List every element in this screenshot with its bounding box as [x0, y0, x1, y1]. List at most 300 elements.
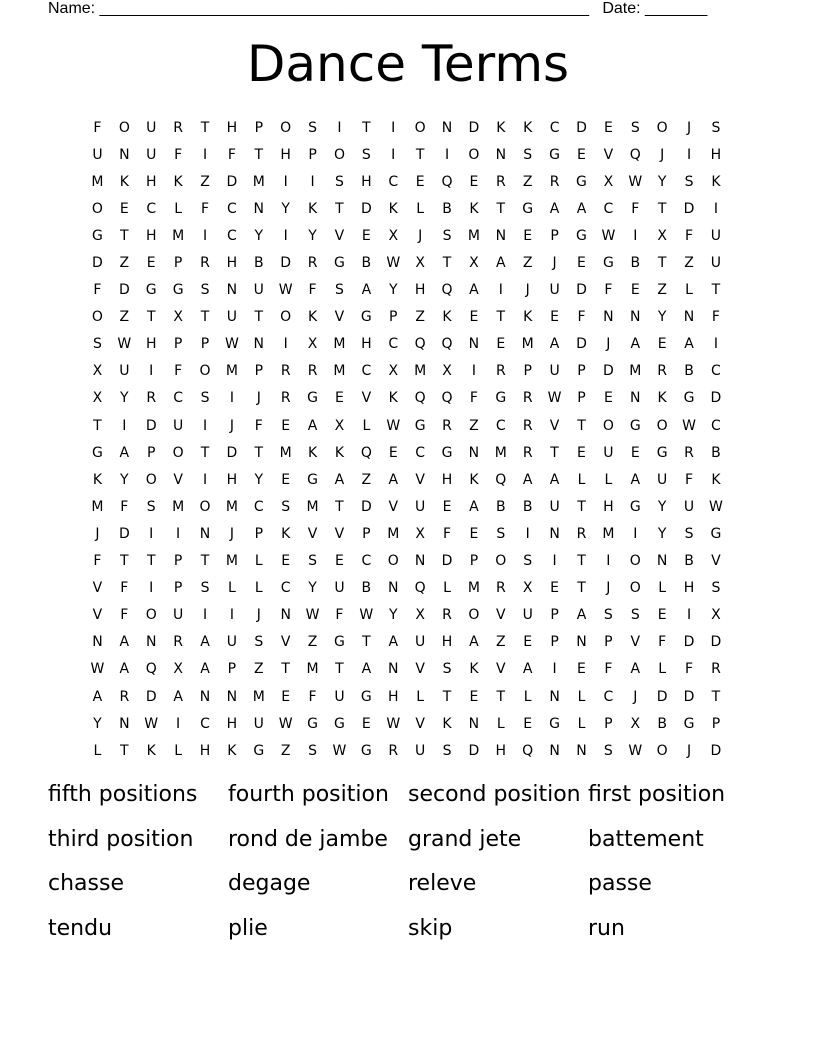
grid-letter: Q: [629, 146, 641, 163]
grid-letter: T: [577, 417, 586, 434]
grid-letter: X: [415, 607, 425, 624]
grid-letter: F: [254, 417, 263, 434]
grid-letter: E: [469, 173, 479, 190]
grid-letter: B: [361, 255, 372, 272]
grid-letter: E: [603, 390, 613, 407]
grid-row: [84, 548, 729, 575]
word-bank-item: second position: [408, 782, 581, 807]
grid-letter: H: [145, 336, 157, 353]
grid-letter: E: [657, 607, 667, 624]
grid-letter: A: [361, 282, 372, 299]
grid-letter: P: [604, 634, 613, 651]
grid-letter: N: [468, 444, 480, 461]
grid-letter: T: [120, 742, 129, 759]
grid-letter: A: [522, 661, 533, 678]
grid-letter: R: [146, 390, 157, 407]
grid-letter: K: [119, 173, 129, 190]
grid-letter: D: [118, 282, 130, 299]
grid-letter: S: [281, 498, 291, 515]
grid-letter: I: [310, 173, 315, 190]
grid-letter: P: [227, 661, 237, 678]
grid-letter: I: [686, 607, 692, 624]
grid-letter: I: [713, 336, 718, 353]
grid-letter: A: [388, 471, 399, 488]
grid-letter: D: [441, 553, 453, 570]
grid-letter: L: [577, 715, 586, 732]
grid-letter: P: [254, 525, 264, 542]
grid-letter: H: [226, 471, 238, 488]
grid-row: [84, 466, 729, 493]
grid-letter: P: [362, 525, 371, 542]
grid-letter: G: [92, 227, 103, 244]
grid-letter: T: [550, 444, 559, 461]
grid-row: [84, 168, 729, 195]
grid-letter: P: [469, 553, 479, 570]
grid-letter: Q: [522, 742, 534, 759]
grid-letter: U: [549, 498, 560, 515]
grid-letter: G: [576, 227, 587, 244]
grid-letter: O: [199, 363, 211, 380]
grid-letter: O: [468, 607, 480, 624]
grid-letter: A: [469, 498, 479, 515]
grid-letter: P: [254, 119, 264, 136]
grid-letter: H: [414, 282, 426, 299]
grid-letter: E: [335, 553, 344, 570]
grid-letter: C: [227, 227, 237, 244]
grid-letter: F: [658, 634, 667, 651]
grid-letter: F: [93, 553, 102, 570]
grid-letter: N: [145, 634, 157, 651]
grid-letter: O: [468, 146, 480, 163]
grid-letter: O: [280, 309, 292, 326]
grid-letter: M: [602, 525, 615, 542]
grid-letter: N: [253, 336, 265, 353]
grid-letter: K: [442, 715, 452, 732]
grid-letter: J: [229, 417, 234, 434]
grid-letter: W: [332, 742, 347, 759]
grid-letter: K: [469, 471, 479, 488]
grid-letter: Z: [200, 173, 210, 190]
grid-letter: D: [576, 282, 587, 299]
grid-row: [84, 358, 729, 385]
grid-letter: G: [656, 444, 668, 461]
grid-letter: S: [630, 119, 640, 136]
grid-letter: A: [200, 634, 210, 651]
grid-letter: G: [414, 417, 426, 434]
grid-letter: F: [120, 580, 129, 597]
grid-letter: L: [496, 715, 505, 732]
grid-letter: T: [335, 661, 344, 678]
grid-letter: P: [147, 444, 156, 461]
grid-letter: T: [362, 119, 371, 136]
grid-letter: K: [334, 444, 345, 461]
grid-letter: O: [656, 742, 668, 759]
grid-letter: O: [414, 119, 426, 136]
grid-letter: Z: [469, 417, 479, 434]
grid-letter: Z: [415, 309, 425, 326]
grid-row: [84, 222, 729, 249]
grid-letter: K: [469, 200, 479, 217]
grid-letter: U: [603, 444, 614, 461]
grid-letter: E: [119, 200, 129, 217]
grid-letter: T: [200, 309, 210, 326]
word-bank-item: fifth positions: [48, 782, 198, 807]
grid-letter: O: [280, 119, 292, 136]
grid-letter: I: [202, 607, 208, 624]
grid-letter: S: [200, 282, 210, 299]
grid-letter: H: [710, 146, 722, 163]
grid-letter: T: [200, 119, 210, 136]
grid-letter: O: [91, 200, 103, 217]
grid-letter: P: [604, 715, 613, 732]
grid-letter: P: [254, 363, 264, 380]
grid-letter: Y: [281, 200, 290, 217]
grid-row: [84, 575, 729, 602]
grid-letter: J: [660, 146, 665, 163]
grid-letter: I: [606, 553, 611, 570]
grid-letter: B: [684, 553, 694, 570]
grid-letter: A: [684, 336, 694, 353]
grid-letter: F: [685, 471, 694, 488]
grid-letter: I: [471, 363, 476, 380]
grid-letter: S: [442, 661, 452, 678]
grid-letter: E: [496, 336, 506, 353]
grid-letter: I: [391, 119, 396, 136]
grid-letter: O: [629, 580, 641, 597]
grid-letter: E: [523, 227, 533, 244]
grid-letter: N: [199, 525, 211, 542]
grid-letter: I: [552, 661, 557, 678]
grid-letter: I: [283, 173, 288, 190]
grid-letter: N: [92, 634, 103, 651]
grid-letter: I: [713, 200, 718, 217]
grid-letter: X: [469, 255, 479, 272]
page-title: Dance Terms: [246, 35, 570, 93]
grid-letter: I: [633, 227, 638, 244]
grid-letter: G: [441, 444, 453, 461]
grid-letter: Z: [684, 255, 694, 272]
grid-letter: I: [202, 146, 208, 163]
grid-letter: W: [601, 227, 616, 244]
grid-letter: M: [225, 498, 238, 515]
word-bank-item: rond de jambe: [228, 826, 388, 852]
grid-letter: S: [335, 282, 344, 299]
grid-letter: V: [603, 146, 614, 163]
grid-letter: V: [92, 607, 103, 624]
grid-letter: E: [657, 336, 667, 353]
grid-letter: T: [577, 580, 586, 597]
grid-letter: R: [280, 363, 291, 380]
grid-letter: T: [362, 634, 371, 651]
grid-letter: O: [199, 498, 211, 515]
grid-letter: V: [307, 525, 318, 542]
grid-letter: Z: [361, 471, 372, 488]
grid-letter: R: [307, 255, 318, 272]
grid-letter: Q: [441, 336, 453, 353]
grid-letter: R: [684, 444, 694, 461]
grid-letter: Q: [414, 390, 426, 407]
grid-letter: U: [334, 688, 345, 705]
grid-letter: D: [118, 525, 130, 542]
grid-letter: N: [280, 607, 291, 624]
grid-letter: J: [606, 336, 611, 353]
grid-letter: Y: [657, 498, 667, 515]
grid-letter: S: [442, 742, 452, 759]
grid-letter: K: [388, 390, 398, 407]
grid-letter: G: [145, 282, 157, 299]
grid-letter: N: [549, 688, 560, 705]
grid-letter: T: [496, 688, 506, 705]
grid-letter: S: [200, 390, 210, 407]
grid-letter: K: [496, 119, 506, 136]
grid-letter: T: [577, 553, 586, 570]
name-date-line: Name: _______________________________________________________ Date: _______: [48, 0, 708, 17]
grid-letter: S: [254, 634, 264, 651]
grid-letter: Q: [441, 282, 453, 299]
grid-letter: N: [630, 390, 641, 407]
word-bank-item: passe: [588, 871, 652, 897]
grid-letter: D: [710, 390, 722, 407]
grid-letter: X: [388, 363, 399, 380]
grid-letter: W: [709, 498, 723, 515]
word-search-grid: [84, 114, 729, 764]
grid-letter: L: [174, 742, 183, 759]
grid-letter: L: [227, 580, 236, 597]
grid-letter: Z: [280, 742, 291, 759]
grid-letter: T: [146, 553, 156, 570]
grid-letter: G: [360, 742, 372, 759]
grid-letter: I: [391, 146, 396, 163]
grid-letter: F: [335, 607, 344, 624]
grid-letter: U: [710, 227, 722, 244]
grid-letter: E: [361, 715, 371, 732]
grid-letter: V: [415, 471, 425, 488]
grid-letter: L: [254, 553, 263, 570]
grid-letter: V: [173, 471, 183, 488]
grid-letter: U: [710, 255, 722, 272]
grid-letter: P: [173, 580, 183, 597]
grid-letter: V: [415, 661, 425, 678]
grid-letter: A: [469, 634, 479, 651]
grid-letter: G: [629, 498, 641, 515]
grid-letter: W: [224, 336, 239, 353]
word-bank-item: plie: [228, 916, 268, 942]
grid-letter: G: [172, 282, 184, 299]
grid-letter: W: [278, 715, 293, 732]
grid-row: [84, 629, 729, 656]
grid-letter: H: [226, 119, 238, 136]
grid-letter: X: [307, 336, 318, 353]
grid-letter: R: [442, 607, 452, 624]
grid-letter: Y: [93, 715, 102, 732]
word-bank-item: releve: [408, 871, 477, 897]
grid-letter: R: [711, 661, 721, 678]
grid-letter: W: [386, 715, 401, 732]
grid-letter: A: [549, 471, 560, 488]
grid-letter: N: [414, 553, 426, 570]
grid-letter: T: [496, 309, 506, 326]
grid-letter: U: [226, 309, 238, 326]
grid-letter: A: [119, 661, 130, 678]
grid-letter: D: [92, 255, 103, 272]
grid-letter: X: [522, 580, 533, 597]
grid-letter: H: [361, 173, 372, 190]
grid-letter: S: [711, 119, 721, 136]
grid-letter: G: [710, 525, 722, 542]
grid-letter: P: [550, 227, 559, 244]
grid-letter: I: [202, 227, 208, 244]
grid-letter: S: [603, 742, 613, 759]
grid-letter: H: [361, 336, 372, 353]
grid-letter: J: [606, 580, 611, 597]
grid-letter: X: [603, 173, 614, 190]
grid-letter: I: [229, 607, 234, 624]
grid-letter: G: [334, 255, 345, 272]
grid-letter: U: [522, 607, 533, 624]
grid-letter: B: [684, 363, 694, 380]
grid-letter: N: [388, 580, 399, 597]
grid-letter: U: [253, 715, 264, 732]
grid-letter: G: [683, 715, 695, 732]
grid-letter: G: [683, 390, 695, 407]
grid-letter: Y: [120, 390, 129, 407]
grid-letter: K: [307, 200, 318, 217]
grid-letter: V: [280, 634, 291, 651]
grid-letter: G: [522, 200, 534, 217]
grid-letter: X: [415, 255, 425, 272]
grid-letter: U: [146, 146, 157, 163]
grid-letter: M: [225, 363, 238, 380]
grid-letter: N: [549, 525, 560, 542]
grid-letter: F: [200, 200, 210, 217]
grid-letter: Y: [388, 282, 398, 299]
grid-letter: H: [226, 715, 238, 732]
grid-letter: I: [283, 336, 288, 353]
grid-letter: A: [630, 471, 641, 488]
grid-letter: A: [200, 661, 210, 678]
grid-letter: T: [657, 255, 667, 272]
grid-letter: I: [337, 119, 342, 136]
grid-letter: K: [307, 309, 318, 326]
grid-letter: Y: [308, 580, 317, 597]
grid-letter: I: [149, 580, 154, 597]
grid-letter: E: [281, 553, 291, 570]
grid-letter: C: [361, 553, 372, 570]
grid-letter: E: [281, 417, 291, 434]
grid-letter: T: [254, 146, 264, 163]
grid-letter: X: [442, 363, 452, 380]
grid-letter: N: [468, 336, 480, 353]
grid-letter: R: [495, 580, 506, 597]
grid-letter: Y: [120, 471, 129, 488]
grid-letter: M: [252, 688, 265, 705]
grid-letter: M: [91, 173, 104, 190]
grid-letter: P: [550, 607, 559, 624]
grid-letter: S: [496, 525, 506, 542]
grid-letter: P: [173, 255, 183, 272]
grid-letter: V: [415, 715, 425, 732]
grid-letter: E: [550, 309, 560, 326]
grid-letter: L: [362, 417, 371, 434]
grid-letter: H: [441, 634, 453, 651]
grid-letter: E: [335, 390, 344, 407]
grid-letter: N: [495, 227, 507, 244]
grid-letter: S: [523, 146, 533, 163]
grid-letter: D: [360, 498, 372, 515]
grid-letter: L: [658, 661, 667, 678]
grid-letter: P: [389, 309, 398, 326]
grid-letter: W: [278, 282, 293, 299]
grid-letter: L: [685, 282, 693, 299]
grid-letter: I: [202, 471, 208, 488]
grid-letter: R: [657, 363, 668, 380]
grid-letter: F: [174, 363, 183, 380]
word-bank: [48, 778, 768, 957]
grid-letter: R: [388, 742, 399, 759]
grid-letter: W: [628, 742, 643, 759]
grid-letter: E: [550, 580, 560, 597]
grid-letter: S: [200, 580, 210, 597]
grid-letter: R: [495, 363, 506, 380]
grid-letter: M: [414, 363, 427, 380]
grid-letter: J: [525, 282, 530, 299]
grid-letter: U: [415, 634, 426, 651]
grid-letter: K: [173, 173, 183, 190]
grid-letter: U: [549, 282, 560, 299]
grid-letter: V: [92, 580, 103, 597]
grid-letter: A: [469, 282, 479, 299]
grid-letter: U: [334, 580, 345, 597]
word-bank-item: grand jete: [408, 826, 522, 852]
grid-letter: L: [443, 580, 451, 597]
grid-letter: M: [521, 336, 534, 353]
grid-letter: T: [254, 309, 264, 326]
grid-letter: C: [361, 363, 372, 380]
grid-letter: G: [495, 390, 507, 407]
grid-letter: A: [92, 688, 103, 705]
grid-letter: E: [388, 444, 398, 461]
grid-letter: D: [602, 363, 614, 380]
grid-letter: U: [549, 363, 560, 380]
grid-letter: O: [387, 553, 399, 570]
grid-letter: C: [227, 200, 237, 217]
grid-row: [84, 520, 729, 547]
grid-letter: C: [711, 417, 721, 434]
grid-letter: B: [442, 200, 452, 217]
grid-letter: B: [630, 255, 641, 272]
grid-letter: O: [656, 417, 668, 434]
grid-letter: G: [360, 688, 372, 705]
grid-letter: D: [576, 336, 587, 353]
grid-letter: T: [120, 227, 129, 244]
grid-letter: I: [686, 146, 692, 163]
grid-letter: Y: [254, 227, 264, 244]
grid-letter: J: [633, 688, 638, 705]
grid-letter: N: [226, 282, 238, 299]
grid-letter: N: [495, 146, 507, 163]
grid-letter: X: [92, 363, 103, 380]
grid-letter: C: [388, 336, 399, 353]
grid-letter: T: [657, 200, 667, 217]
grid-letter: S: [603, 607, 613, 624]
grid-letter: P: [577, 363, 586, 380]
grid-letter: D: [683, 200, 695, 217]
grid-letter: K: [281, 525, 291, 542]
grid-letter: S: [684, 525, 694, 542]
grid-letter: K: [307, 444, 318, 461]
grid-letter: M: [494, 444, 507, 461]
grid-letter: A: [119, 634, 130, 651]
